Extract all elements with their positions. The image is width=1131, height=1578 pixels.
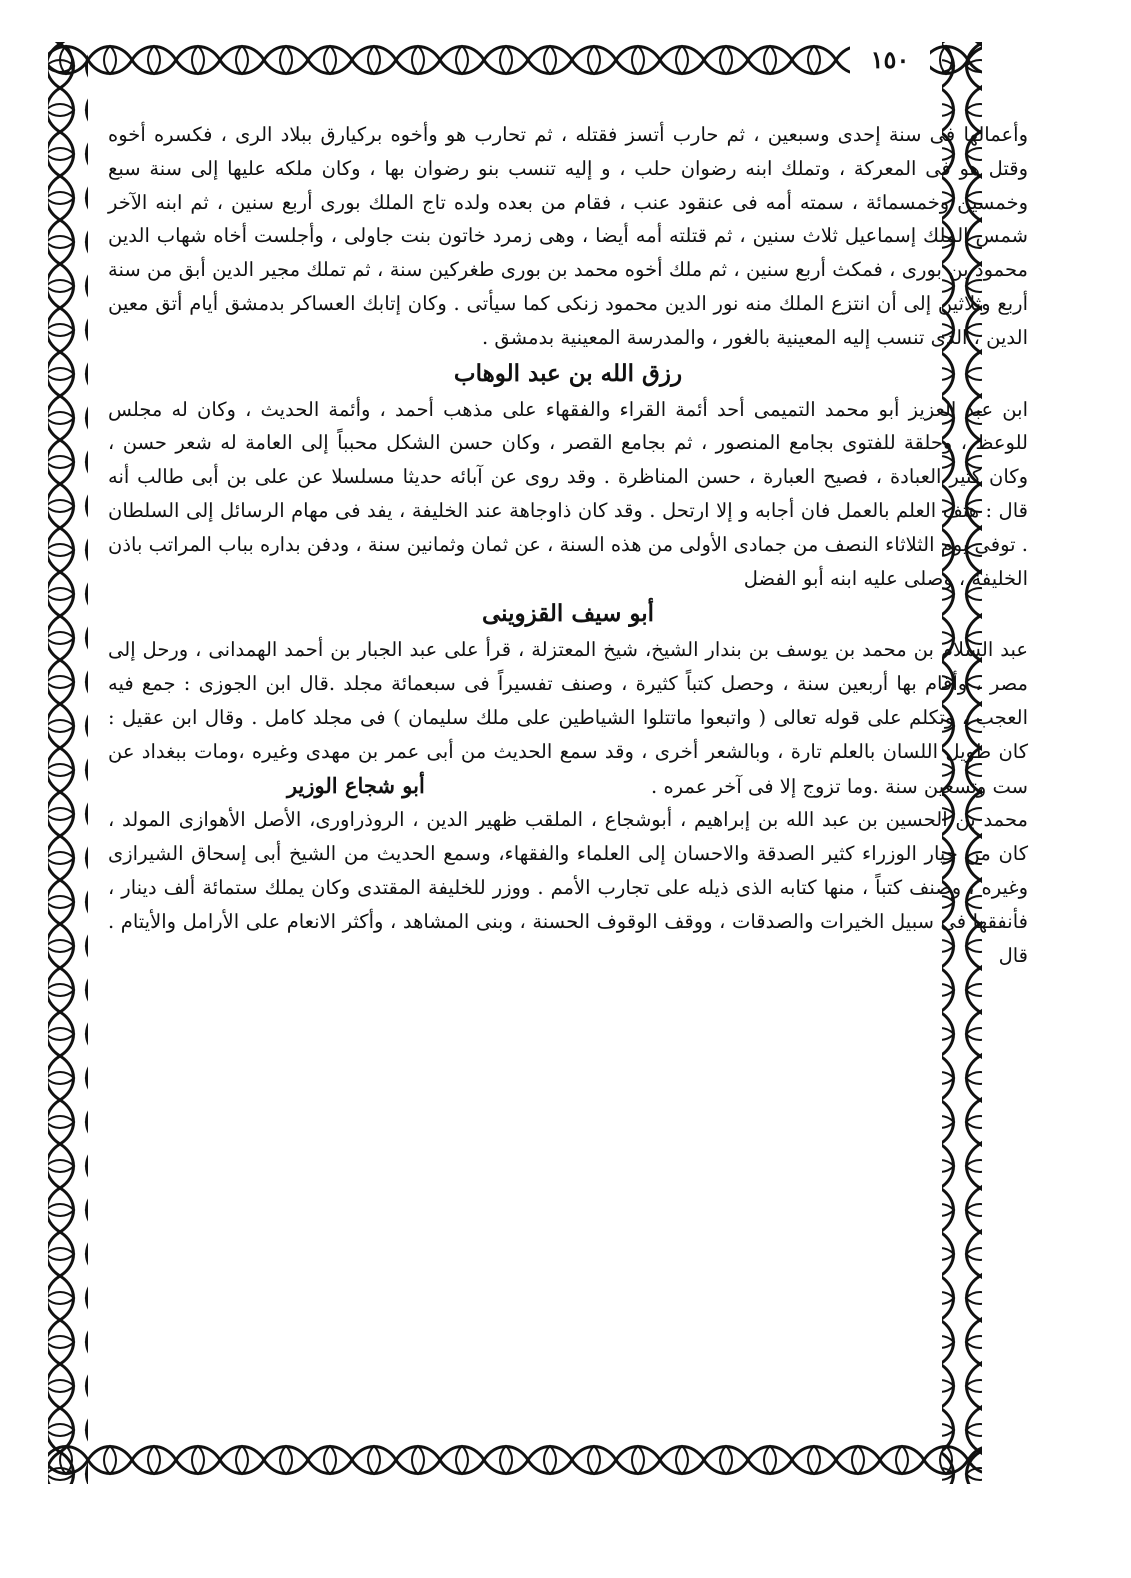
paragraph: ابن عبد العزيز أبو محمد التميمى أحد أئمة القراء والفقهاء على مذهب أحمد ، وأئمة الحديث ، وكان له مجلس للوعظ ، وحلقة للفتوى بجامع المنصور ، ثم بجامع القصر ، وكان حسن الشكل محبباً إلى العامة له شعر حسن ، وكان كثير العبادة ، فصيح العبارة ، حسن المناظرة . وقد روى عن آبائه حديثا مسلسلا عن على بن أبى طالب أنه قال : هتف العلم بالعمل فان أجابه و إلا ارتحل . وقد كان ذاوجاهة عند الخليفة ، يفد فى مهام الرسائل إلى السلطان . توفى يوم الثلاثاء النصف من جمادى الأولى من هذه السنة ، عن ثمان وثمانين سنة ، ودفن بداره بباب المراتب باذن الخليفة ، وصلى عليه ابنه أبو الفضل (108, 397, 1028, 590)
page-text (108, 118, 1028, 1518)
inline-section-heading: أبو شجاع الوزير (286, 772, 425, 798)
section-heading: رزق الله بن عبد الوهاب (453, 359, 683, 387)
paragraph-text: عبد السلام بن محمد بن يوسف بن بندار الشيخ، شيخ المعتزلة ، قرأ على عبد الجبار بن أحمد الهمدانى ، ورحل إلى مصر ، وأقام بها أربعين سنة ، وحصل كتباً كثيرة ، وصنف تفسيراً فى سبعمائة مجلد .قال ابن الجوزى : جمع فيه العجب ، وتكلم على قوله تعالى ( واتبعوا ماتتلوا الشياطين على ملك سليمان ) فى مجلد كامل . وقال ابن عقيل : كان طويل اللسان بالعلم تارة ، وبالشعر أخرى ، وقد سمع الحديث من أبى عمر بن مهدى وغيره ،ومات ببغداد عن ست وتسعين سنة .وما تزوج إلا فى آخر عمره . (108, 638, 1028, 798)
paragraph: وأعمالها فى سنة إحدى وسبعين ، ثم حارب أتسز فقتله ، ثم تحارب هو وأخوه بركيارق ببلاد الرى ، فكسره أخوه وقتل هو فى المعركة ، وتملك ابنه رضوان حلب ، و إليه تنسب بنو رضوان بها ، وكان ملكه عليها إلى سنة سبع وخمسين وخمسمائة ، سمته أمه فى عنقود عنب ، فقام من بعده ولده تاج الملك بورى أربع سنين ، ثم ابنه الآخر شمس الملك إسماعيل ثلاث سنين ، ثم قتلته أمه أيضا ، وهى زمرد خاتون بنت جاولى ، وأجلست أخاه شهاب الدين محمود بن بورى ، فمكث أربع سنين ، ثم ملك أخوه محمد بن بورى طغركين سنة ، ثم تملك مجير الدين أبق من سنة أربع وثلاثين إلى أن انتزع الملك منه نور الدين محمود زنكى كما سيأتى . وكان إتابك العساكر بدمشق أيام أتق معين الدين ، الذى تنسب إليه المعينية بالغور ، والمدرسة المعينية بدمشق . (108, 123, 1028, 349)
paragraph: محمد بن الحسين بن عبد الله بن إبراهيم ، أبوشجاع ، الملقب ظهير الدين ، الروذراورى، الأصل الأهوازى المولد ، كان من خيار الوزراء كثير الصدقة والاحسان إلى العلماء والفقهاء، وسمع الحديث من الشيخ أبى إسحاق الشيرازى وغيره ، وصنف كتباً ، منها كتابه الذى ذيله على تجارب الأمم . ووزر للخليفة المقتدى وكان يملك ستمائة ألف دينار ، فأنفقها فى سبيل الخيرات والصدقات ، ووقف الوقوف الحسنة ، وبنى المشاهد ، وأكثر الانعام على الأرامل والأيتام . قال (108, 808, 1028, 967)
section-heading: أبو سيف القزوينى (481, 600, 655, 628)
paragraph (108, 633, 1028, 803)
page-number: ١٥٠ (850, 40, 930, 80)
